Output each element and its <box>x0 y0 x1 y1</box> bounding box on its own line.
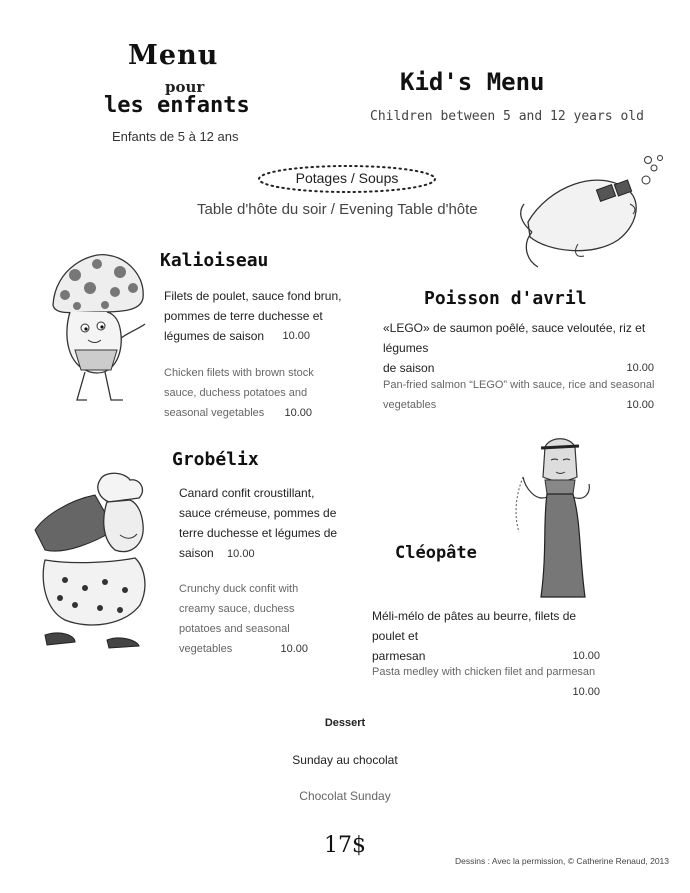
title-en: Kid's Menu <box>400 68 545 96</box>
soups-label: Potages / Soups <box>295 170 399 186</box>
subtitle-fr: Enfants de 5 à 12 ans <box>112 129 239 144</box>
dessert-en: Chocolat Sunday <box>299 789 391 803</box>
dessert-fr: Sunday au chocolat <box>292 753 398 767</box>
dish-en-desc-kalioiseau: Chicken filets with brown stock sauce, duchess potatoes and seasonal vegetables 10.00 <box>164 363 364 423</box>
title-fr-menu: Menu <box>128 40 219 71</box>
fish-illustration <box>518 152 668 277</box>
price: 10.00 <box>280 643 308 655</box>
title-fr-pour: pour <box>165 78 205 96</box>
dish-fr-desc-poisson: «LEGO» de saumon poêlé, sauce veloutée, riz et légumes de saison 10.00 <box>383 318 668 378</box>
price: 10.00 <box>282 330 310 342</box>
price: 10.00 <box>284 407 312 419</box>
chef-illustration <box>25 470 165 660</box>
price: 10.00 <box>626 399 654 411</box>
dish-fr-desc-kalioiseau: Filets de poulet, sauce fond brun, pommes de terre duchesse et légumes de saison 10.00 <box>164 286 364 346</box>
dish-fr-desc-cleopate: Méli-mélo de pâtes au beurre, filets de poulet et parmesan 10.00 <box>372 606 602 666</box>
price: 10.00 <box>227 548 255 560</box>
total-price: 17$ <box>324 833 366 858</box>
mushroom-illustration <box>45 250 150 410</box>
dish-title-cleopate: Cléopâte <box>395 543 477 563</box>
illustration-credit: Dessins : Avec la permission, © Catherine Renaud, 2013 <box>455 856 669 866</box>
price: 10.00 <box>572 686 600 698</box>
dish-title-poisson-davril: Poisson d'avril <box>424 288 587 309</box>
title-fr-enfants: les enfants <box>104 93 250 118</box>
price: 10.00 <box>572 650 600 662</box>
soups-badge <box>257 164 437 194</box>
cleopatra-illustration <box>505 432 615 602</box>
dish-fr-desc-grobelix: Canard confit croustillant, sauce crémeuse, pommes de terre duchesse et légumes de saison 10.00 <box>179 486 338 560</box>
dish-en-desc-grobelix: Crunchy duck confit with creamy sauce, duchess potatoes and seasonal vegetables 10.00 <box>179 579 354 659</box>
subtitle-en: Children between 5 and 12 years old <box>370 109 644 124</box>
price: 10.00 <box>626 362 654 374</box>
dessert-heading: Dessert <box>324 717 366 729</box>
dish-en-desc-poisson: Pan-fried salmon “LEGO” with sauce, rice and seasonal vegetables 10.00 <box>383 375 668 415</box>
dish-title-kalioiseau: Kalioiseau <box>160 250 269 271</box>
dish-en-desc-cleopate: Pasta medley with chicken filet and parmesan 10.00 <box>372 666 600 698</box>
dish-title-grobelix: Grobélix <box>172 449 259 470</box>
table-dhote-label: Table d'hôte du soir / Evening Table d'hôte <box>197 201 478 218</box>
